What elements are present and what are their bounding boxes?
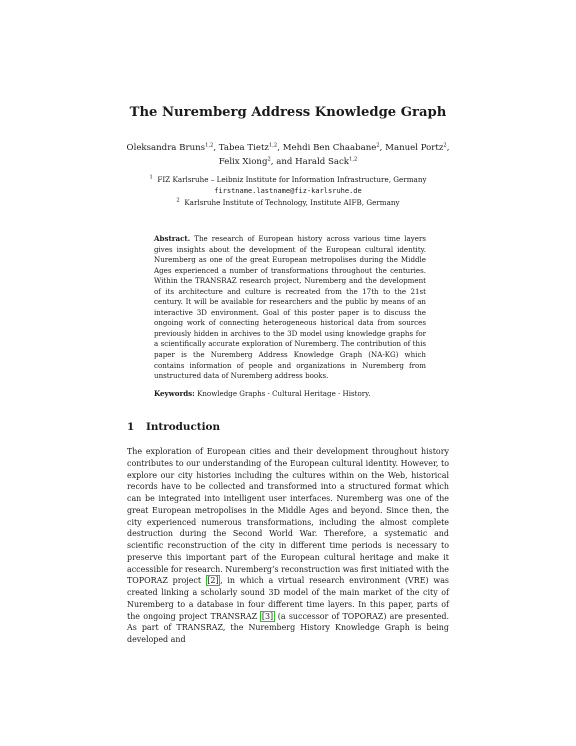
keywords — [154, 389, 434, 400]
author: Mehdi Ben Chaabane$^2$ — [282, 142, 380, 153]
contact-email[interactable]: firstname.lastname@fiz-karlsruhe.de — [214, 186, 362, 195]
section-title: Introduction — [146, 421, 220, 433]
affiliation-2: $^2$ Karlsruhe Institute of Technology, Institute AIFB, Germany — [176, 197, 400, 207]
keywords-text: Knowledge Graphs · Cultural Heritage · History. — [197, 389, 371, 398]
author: Felix Xiong$^2$ — [218, 156, 271, 167]
affiliations — [120, 174, 456, 209]
author-list: Oleksandra Bruns$^{1,2}$, Tabea Tietz$^{1,2}$, Mehdi Ben Chaabane$^2$, Manuel Portz$^2$, Felix Xiong$^2$, and Harald Sack$^{1,2}$ — [126, 142, 450, 167]
author: Oleksandra Bruns$^{1,2}$ — [126, 142, 214, 153]
citation-link[interactable]: [3] — [261, 611, 274, 621]
citation-link[interactable]: [2] — [207, 576, 219, 586]
paragraph: The exploration of European cities and their development throughout history contributes to our understanding of the European cultural identity. However, to explore our city histories including the cultures within on the Web, historical records have to be collected and transformed into a structured format which can be integrated into intelligent user interfaces. Nuremberg was one of the great European metropolises in the Middle Ages and beyond. Since then, the city experienced numerous transformations, including the almost complete destruction during the Second World War. Therefore, a systematic and scientific reconstruction of the city in different time periods is necessary to preserve this important part of the European cultural heritage and make it accessible for research. Nuremberg’s reconstruction was first initiated with the TOPORAZ project [2] , in which a virtual research environment (VRE) was created linking a scholarly sound 3D model of the main market of the city of Nuremberg to a database in four different time layers. In this paper, parts of the ongoing project TRANSRAZ [3] (a successor of TOPORAZ) are presented. As part of TRANSRAZ, the Nuremberg History Knowledge Graph is being developed and — [127, 447, 450, 644]
author: Manuel Portz$^2$ — [385, 142, 447, 153]
paper-title: The Nuremberg Address Knowledge Graph — [129, 105, 447, 120]
section-number: 1 — [127, 421, 135, 433]
keywords-label: Keywords: — [154, 389, 195, 398]
author: Tabea Tietz$^{1,2}$ — [218, 142, 278, 153]
abstract — [154, 234, 426, 382]
affiliation-1: $^1$ FIZ Karlsruhe – Leibniz Institute for Information Infrastructure, Germany — [149, 174, 427, 184]
introduction-body — [127, 446, 449, 646]
abstract-text: The research of European history across various time layers gives insights about the development of the European cultural identity. Nuremberg as one of the great European metropolises during the Middle Ages experienced a number of transformations throughout the centuries. Within the TRANSRAZ research project, Nuremberg and the development of its architecture and culture is recreated from the 17th to the 21st century. It will be available for researchers and the public by means of an interactive 3D environment. Goal of this poster paper is to discuss the ongoing work of connecting heterogeneous historical data from sources previously hidden in archives to the 3D model using knowledge graphs for a scientifically accurate exploration of Nuremberg. The contribution of this paper is the Nuremberg Address Knowledge Graph (NA-KG) which contains information of people and organizations in Nuremberg from unstructured data of Nuremberg address books. — [154, 234, 426, 381]
author: Harald Sack$^{1,2}$ — [295, 156, 358, 167]
abstract-label: Abstract. — [154, 234, 191, 243]
section-heading — [127, 421, 220, 433]
